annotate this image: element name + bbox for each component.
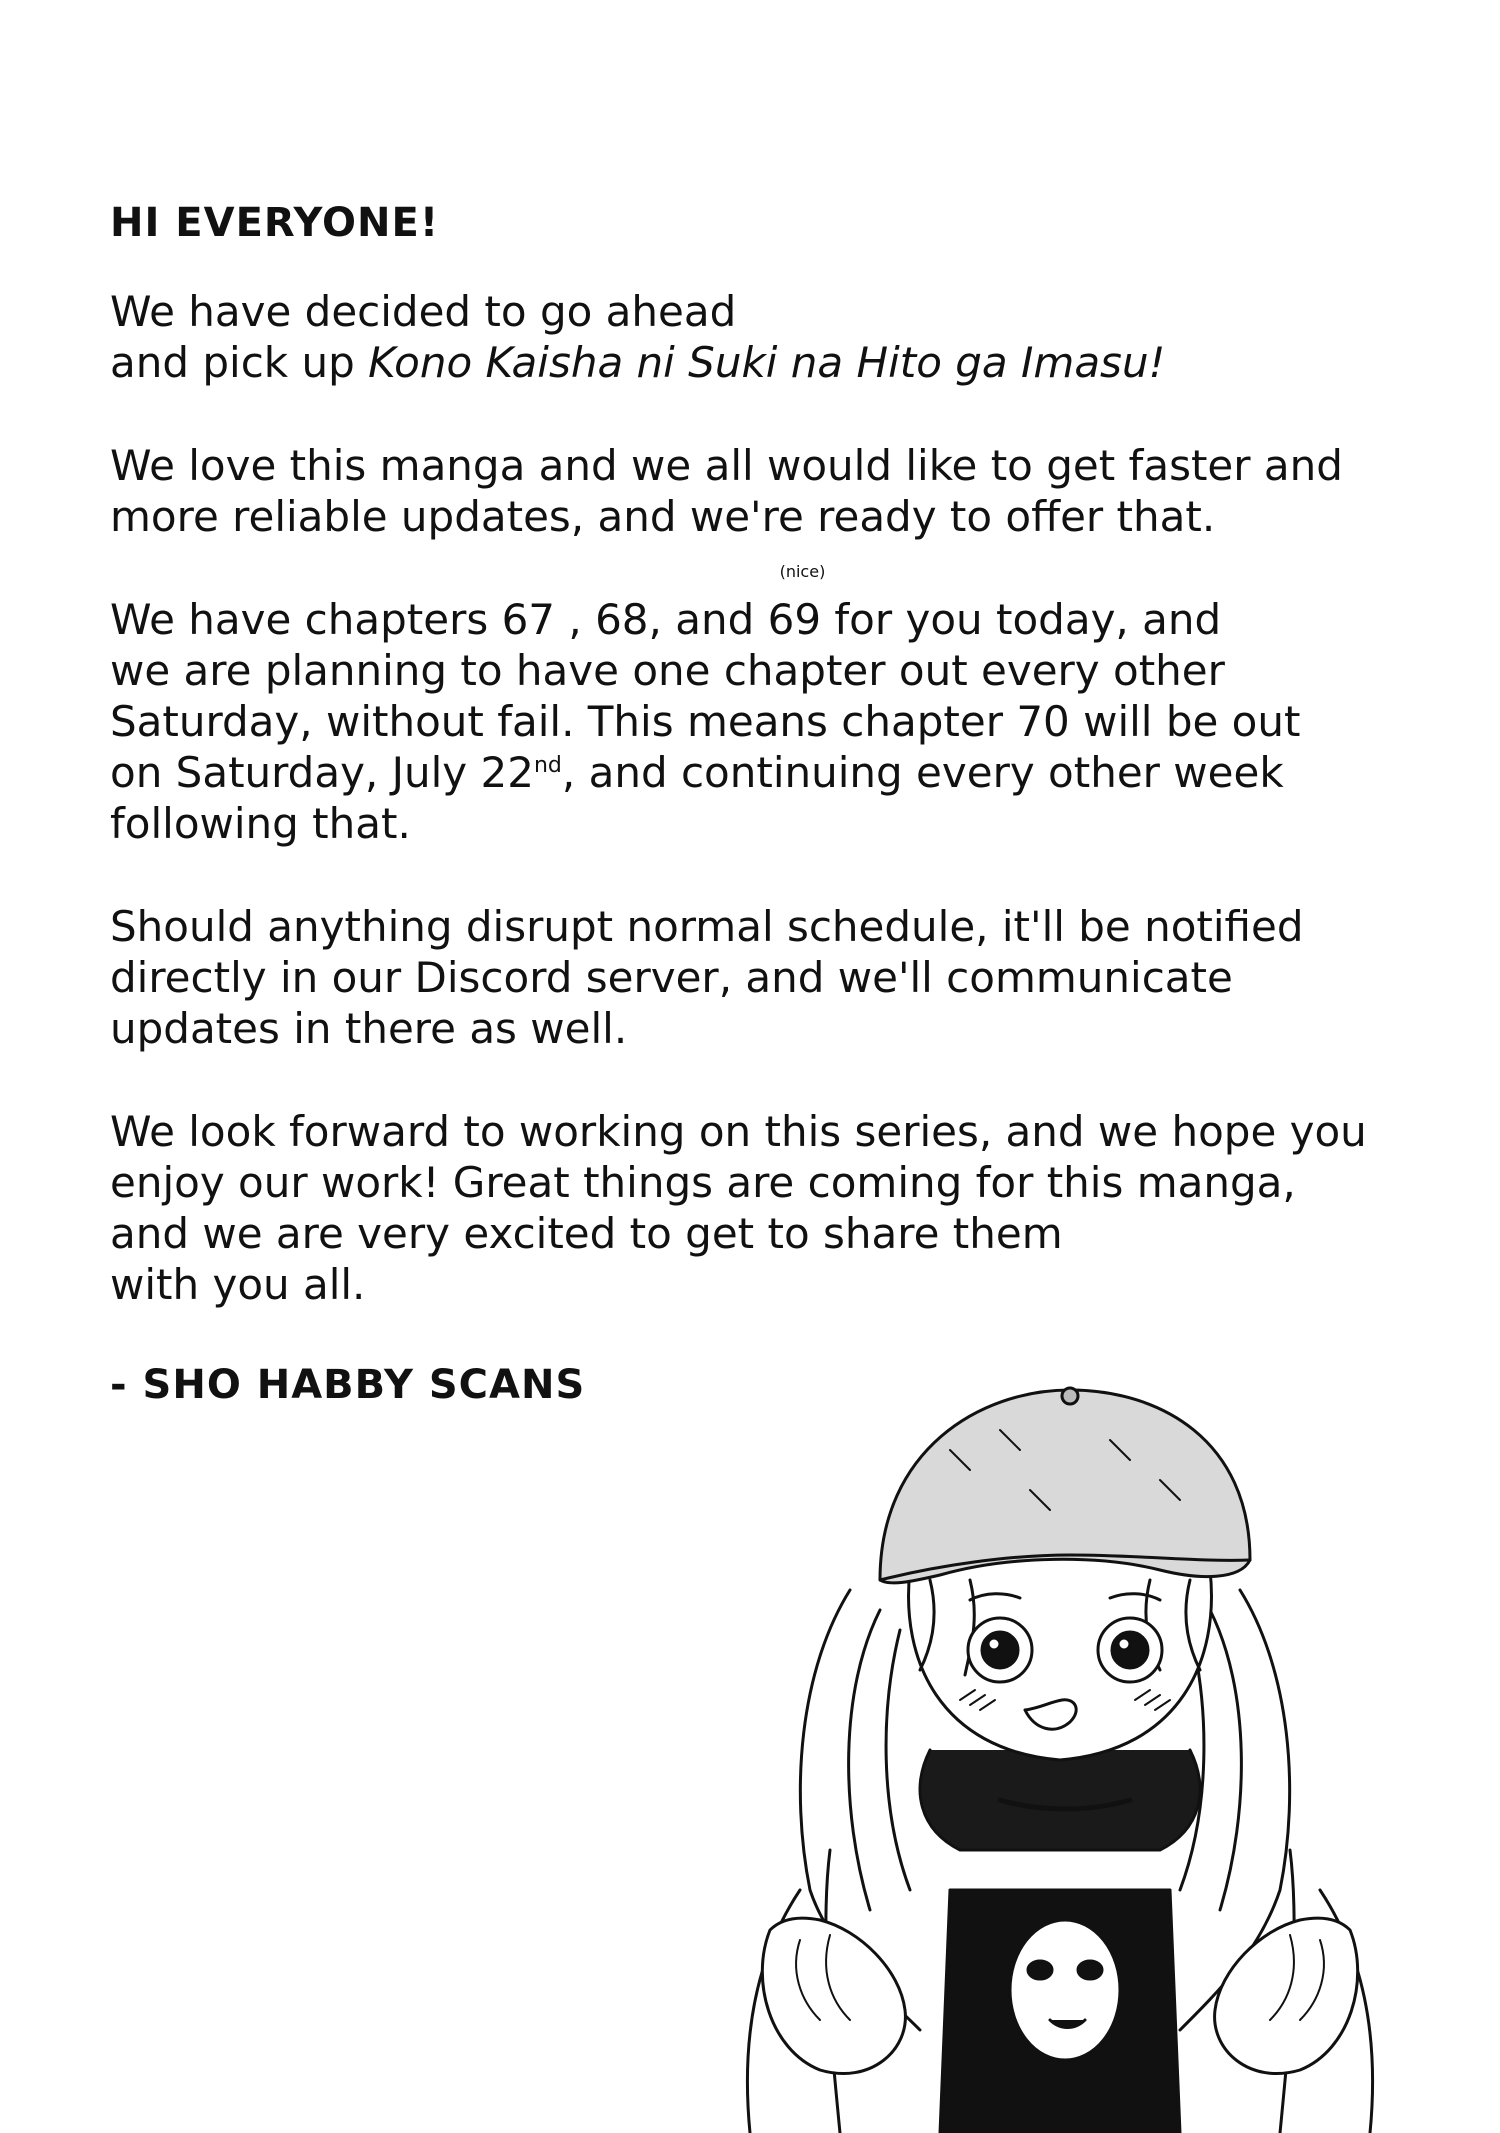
text-line: updates in there as well. — [110, 1004, 628, 1053]
text-line: we are planning to have one chapter out every other — [110, 646, 1225, 695]
text-line: Saturday, without fail. This means chapter 70 will be out — [110, 697, 1301, 746]
series-title: Kono Kaisha ni Suki na Hito ga Imasu! — [368, 338, 1166, 387]
text-line: We have decided to go ahead — [110, 287, 737, 336]
text-fragment: We have chapters 67 , 68, and — [110, 595, 768, 644]
paragraph-motivation — [110, 440, 1410, 542]
chapter-69 — [767, 562, 826, 645]
paragraph-schedule — [110, 562, 1410, 849]
text-line: We look forward to working on this series, and we hope you — [110, 1107, 1367, 1156]
paragraph-closing — [110, 1106, 1410, 1310]
text-line: with you all. — [110, 1260, 366, 1309]
text-line — [110, 747, 1410, 798]
text-line: more reliable updates, and we're ready to offer that. — [110, 492, 1216, 541]
text-line: and we are very excited to get to share them — [110, 1209, 1063, 1258]
text-line: Should anything disrupt normal schedule, it'll be notified — [110, 902, 1304, 951]
nice-annotation: (nice) — [779, 562, 826, 581]
text-line: following that. — [110, 799, 411, 848]
signature: - SHO HABBY SCANS — [110, 1362, 586, 1408]
chapter-69-number: 69 — [767, 595, 822, 644]
manga-girl-illustration — [680, 1330, 1440, 2133]
paragraph-disruptions — [110, 901, 1410, 1054]
text-line — [110, 562, 1410, 645]
text-fragment: on Saturday, July 22 — [110, 748, 534, 797]
text-fragment: , and continuing every other week — [561, 748, 1284, 797]
text-line: We love this manga and we all would like to get faster and — [110, 441, 1343, 490]
announcement-letter — [110, 200, 1410, 1408]
paragraph-announcement — [110, 286, 1410, 388]
text-line — [110, 337, 1410, 388]
greeting-heading: HI EVERYONE! — [110, 200, 440, 246]
text-fragment: for you today, and — [821, 595, 1222, 644]
ordinal-suffix: nd — [533, 753, 562, 778]
text-line: directly in our Discord server, and we'll communicate — [110, 953, 1233, 1002]
text-line: enjoy our work! Great things are coming for this manga, — [110, 1158, 1296, 1207]
text-fragment: and pick up — [110, 338, 369, 387]
